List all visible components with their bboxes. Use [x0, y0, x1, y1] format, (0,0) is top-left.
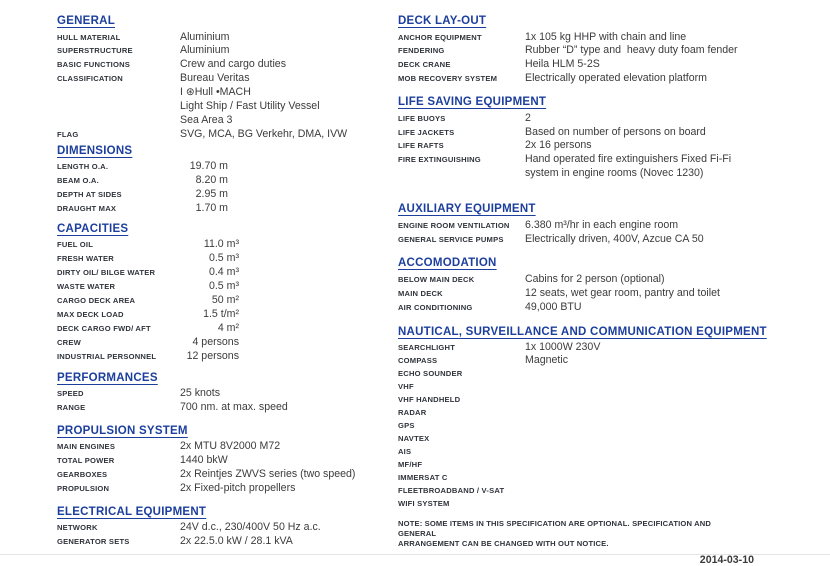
spec-label: BELOW MAIN DECK: [398, 274, 475, 284]
section-title: CAPACITIES: [57, 222, 129, 235]
spec-row: [57, 468, 389, 482]
spec-label: TOTAL POWER: [57, 456, 115, 466]
spec-value: 1440 bkW: [180, 454, 228, 467]
spec-value: 0.5 m³: [208, 252, 239, 265]
spec-row: [398, 273, 804, 287]
note-line: NOTE: SOME ITEMS IN THIS SPECIFICATION ARE OPTIONAL. SPECIFICATION AND GENERAL: [398, 519, 711, 539]
spec-label: FENDERING: [398, 46, 445, 56]
spec-row: [57, 160, 389, 174]
spec-row: [398, 233, 804, 247]
spec-row: [57, 350, 389, 364]
spec-value: Bureau Veritas I ⊛Hull •MACH Light Ship / Fast Utility Vessel Sea Area 3: [180, 72, 320, 126]
section-propulsion-system: [57, 425, 389, 496]
section-title: PROPULSION SYSTEM: [57, 424, 188, 437]
spec-row: [57, 252, 389, 266]
spec-label: DECK CARGO FWD/ AFT: [57, 323, 151, 333]
spec-label: FUEL OIL: [57, 240, 94, 250]
spec-label: SPEED: [57, 389, 84, 399]
spec-label: GENERATOR SETS: [57, 537, 130, 547]
spec-label: DECK CRANE: [398, 60, 451, 70]
spec-label: GEARBOXES: [57, 470, 108, 480]
section-electrical-equipment: [57, 506, 389, 549]
spec-value: Cabins for 2 person (optional): [525, 272, 665, 285]
spec-value: 12 persons: [186, 349, 239, 362]
spec-row: [57, 266, 389, 280]
spec-value: Electrically operated elevation platform: [525, 72, 707, 85]
spec-row: [398, 471, 804, 484]
spec-label: FLAG: [57, 129, 79, 139]
spec-value: 24V d.c., 230/400V 50 Hz a.c.: [180, 521, 321, 534]
spec-value: 4 m²: [217, 321, 239, 334]
spec-label: MAX DECK LOAD: [57, 309, 124, 319]
spec-row: [398, 497, 804, 510]
spec-row: [57, 31, 389, 45]
spec-label: FRESH WATER: [57, 254, 114, 264]
right-column: [398, 15, 804, 566]
spec-label: AIS: [398, 447, 412, 457]
spec-row: [398, 432, 804, 445]
spec-row: [398, 458, 804, 471]
spec-row: [398, 341, 804, 354]
spec-row: [57, 387, 389, 401]
spec-label: MAIN DECK: [398, 288, 443, 298]
spec-label: AIR CONDITIONING: [398, 302, 473, 312]
spec-value: 50 m²: [211, 294, 239, 306]
spec-row: [398, 301, 804, 315]
spec-label: LIFE BUOYS: [398, 113, 446, 123]
spec-label: CREW: [57, 337, 82, 347]
revision-date: 2014-03-10: [699, 554, 754, 566]
spec-label: NAVTEX: [398, 434, 430, 444]
spec-label: COMPASS: [398, 356, 438, 366]
spec-value: 19.70 m: [189, 160, 228, 173]
spec-label: BASIC FUNCTIONS: [57, 60, 131, 70]
spec-row: [57, 280, 389, 294]
spec-row: [398, 287, 804, 301]
spec-value: 0.4 m³: [208, 266, 239, 279]
spec-row: [57, 72, 389, 128]
section-title: PERFORMANCES: [57, 371, 158, 384]
spec-label: DRAUGHT MAX: [57, 203, 117, 213]
spec-row: [398, 484, 804, 497]
spec-row: [57, 322, 389, 336]
spec-value: Rubber “D” type and heavy duty foam fender: [525, 44, 738, 57]
spec-label: ANCHOR EQUIPMENT: [398, 32, 482, 42]
spec-row: [398, 419, 804, 432]
spec-value: 700 nm. at max. speed: [180, 400, 288, 413]
spec-value: Aluminium: [180, 44, 230, 57]
spec-label: NETWORK: [57, 523, 98, 533]
spec-value: Hand operated fire extinguishers Fixed Fi-Fi system in engine rooms (Novec 1230): [525, 153, 732, 180]
spec-row: [57, 58, 389, 72]
spec-label: IMMERSAT C: [398, 473, 448, 483]
spec-label: GENERAL SERVICE PUMPS: [398, 234, 504, 244]
spec-value: 4 persons: [192, 335, 239, 348]
spec-label: LIFE JACKETS: [398, 127, 455, 137]
spec-value: 2x 22.5.0 kW / 28.1 kVA: [180, 535, 293, 548]
section-title: NAUTICAL, SURVEILLANCE AND COMMUNICATION EQUIPMENT: [398, 325, 767, 338]
spec-label: MAIN ENGINES: [57, 442, 116, 452]
section-general: [57, 15, 389, 142]
spec-value: 0.5 m³: [208, 280, 239, 293]
spec-row: [57, 336, 389, 350]
section-performances: [57, 372, 389, 415]
spec-row: [57, 440, 389, 454]
spec-label: RADAR: [398, 408, 427, 418]
spec-value: SVG, MCA, BG Verkehr, DMA, IVW: [180, 127, 348, 140]
spec-row: [57, 521, 389, 535]
spec-value: Aluminium: [180, 30, 230, 43]
section-deck-lay-out: [398, 15, 804, 86]
spec-label: WIFI SYSTEM: [398, 499, 450, 509]
section-title: ELECTRICAL EQUIPMENT: [57, 505, 207, 518]
spec-row: [57, 174, 389, 188]
spec-row: [57, 238, 389, 252]
spec-row: [57, 535, 389, 549]
spec-value: Electrically driven, 400V, Azcue CA 50: [525, 232, 704, 245]
section-title: DIMENSIONS: [57, 144, 133, 157]
spec-row: [398, 406, 804, 419]
spec-label: PROPULSION: [57, 484, 110, 494]
spec-label: VHF HANDHELD: [398, 395, 461, 405]
spec-value: 49,000 BTU: [525, 300, 582, 313]
spec-value: 8.20 m: [195, 174, 228, 187]
spec-label: LIFE RAFTS: [398, 141, 444, 151]
spec-row: [398, 44, 804, 58]
note-text: [398, 519, 750, 549]
spec-row: [57, 401, 389, 415]
spec-label: HULL MATERIAL: [57, 32, 121, 42]
spec-value: 2.95 m: [195, 188, 228, 201]
note-line: ARRANGEMENT CAN BE CHANGED WITH OUT NOTICE.: [398, 539, 609, 549]
spec-label: DEPTH AT SIDES: [57, 190, 122, 200]
spec-value: 11.0 m³: [203, 238, 239, 251]
section-nautical-surveillance-and-communication-equipment: [398, 326, 804, 511]
spec-value: 2: [525, 111, 531, 124]
spec-value: 2x Reintjes ZWVS series (two speed): [180, 468, 356, 481]
section-dimensions: [57, 145, 389, 216]
spec-label: CARGO DECK AREA: [57, 296, 136, 305]
spec-label: ENGINE ROOM VENTILATION: [398, 220, 510, 230]
section-title: LIFE SAVING EQUIPMENT: [398, 96, 547, 109]
spec-value: 1.5 t/m²: [203, 307, 239, 320]
spec-row: [398, 380, 804, 393]
spec-row: [57, 128, 389, 142]
spec-value: 25 knots: [180, 387, 221, 400]
spec-row: [398, 31, 804, 45]
spec-row: [57, 454, 389, 468]
spec-value: 2x MTU 8V2000 M72: [180, 440, 281, 453]
spec-value: 1x 1000W 230V: [525, 341, 601, 354]
spec-row: [398, 58, 804, 72]
spec-label: WASTE WATER: [57, 282, 116, 292]
spec-label: SEARCHLIGHT: [398, 343, 456, 353]
section-accomodation: [398, 257, 804, 314]
spec-label: RANGE: [57, 402, 86, 412]
spec-row: [57, 44, 389, 58]
spec-label: MF/HF: [398, 460, 423, 470]
spec-label: LENGTH O.A.: [57, 162, 109, 172]
spec-row: [57, 188, 389, 202]
spec-label: VHF: [398, 382, 414, 392]
spec-row: [398, 367, 804, 380]
spec-label: BEAM O.A.: [57, 176, 99, 186]
spec-value: Heila HLM 5-2S: [525, 58, 600, 71]
spec-label: FIRE EXTINGUISHING: [398, 155, 481, 165]
spec-row: [57, 482, 389, 496]
spec-row: [398, 354, 804, 367]
spec-label: GPS: [398, 421, 415, 431]
spec-label: FLEETBROADBAND / V-SAT: [398, 486, 505, 496]
spec-row: [57, 308, 389, 322]
spec-row: [57, 202, 389, 216]
spec-label: SUPERSTRUCTURE: [57, 46, 133, 56]
spec-row: [398, 153, 804, 181]
section-title: ACCOMODATION: [398, 257, 497, 270]
spec-row: [398, 126, 804, 140]
section-life-saving-equipment: [398, 96, 804, 181]
section-title: GENERAL: [57, 15, 115, 27]
spec-value: Based on number of persons on board: [525, 125, 706, 138]
section-capacities: [57, 223, 389, 364]
spec-label: INDUSTRIAL PERSONNEL: [57, 351, 157, 361]
section-title: AUXILIARY EQUIPMENT: [398, 203, 536, 216]
spec-value: 2x Fixed-pitch propellers: [180, 482, 296, 495]
spec-row: [57, 294, 389, 308]
spec-label: CLASSIFICATION: [57, 74, 123, 84]
spec-value: 1.70 m: [195, 201, 228, 214]
spec-value: 6.380 m³/hr in each engine room: [525, 218, 679, 231]
spec-row: [398, 72, 804, 86]
spec-label: ECHO SOUNDER: [398, 369, 463, 379]
spec-label: DIRTY OIL/ BILGE WATER: [57, 268, 156, 278]
section-title: DECK LAY-OUT: [398, 15, 487, 27]
spec-value: 1x 105 kg HHP with chain and line: [525, 30, 687, 43]
spec-row: [398, 445, 804, 458]
spec-value: 12 seats, wet gear room, pantry and toilet: [525, 286, 720, 299]
section-auxiliary-equipment: [398, 203, 804, 246]
spec-row: [398, 393, 804, 406]
left-column: [57, 15, 389, 549]
spec-value: 2x 16 persons: [525, 139, 592, 152]
spec-value: Magnetic: [525, 354, 568, 367]
spec-label: MOB RECOVERY SYSTEM: [398, 74, 498, 84]
spec-value: Crew and cargo duties: [180, 58, 286, 71]
spec-row: [398, 139, 804, 153]
spec-row: [398, 219, 804, 233]
spec-row: [398, 112, 804, 126]
